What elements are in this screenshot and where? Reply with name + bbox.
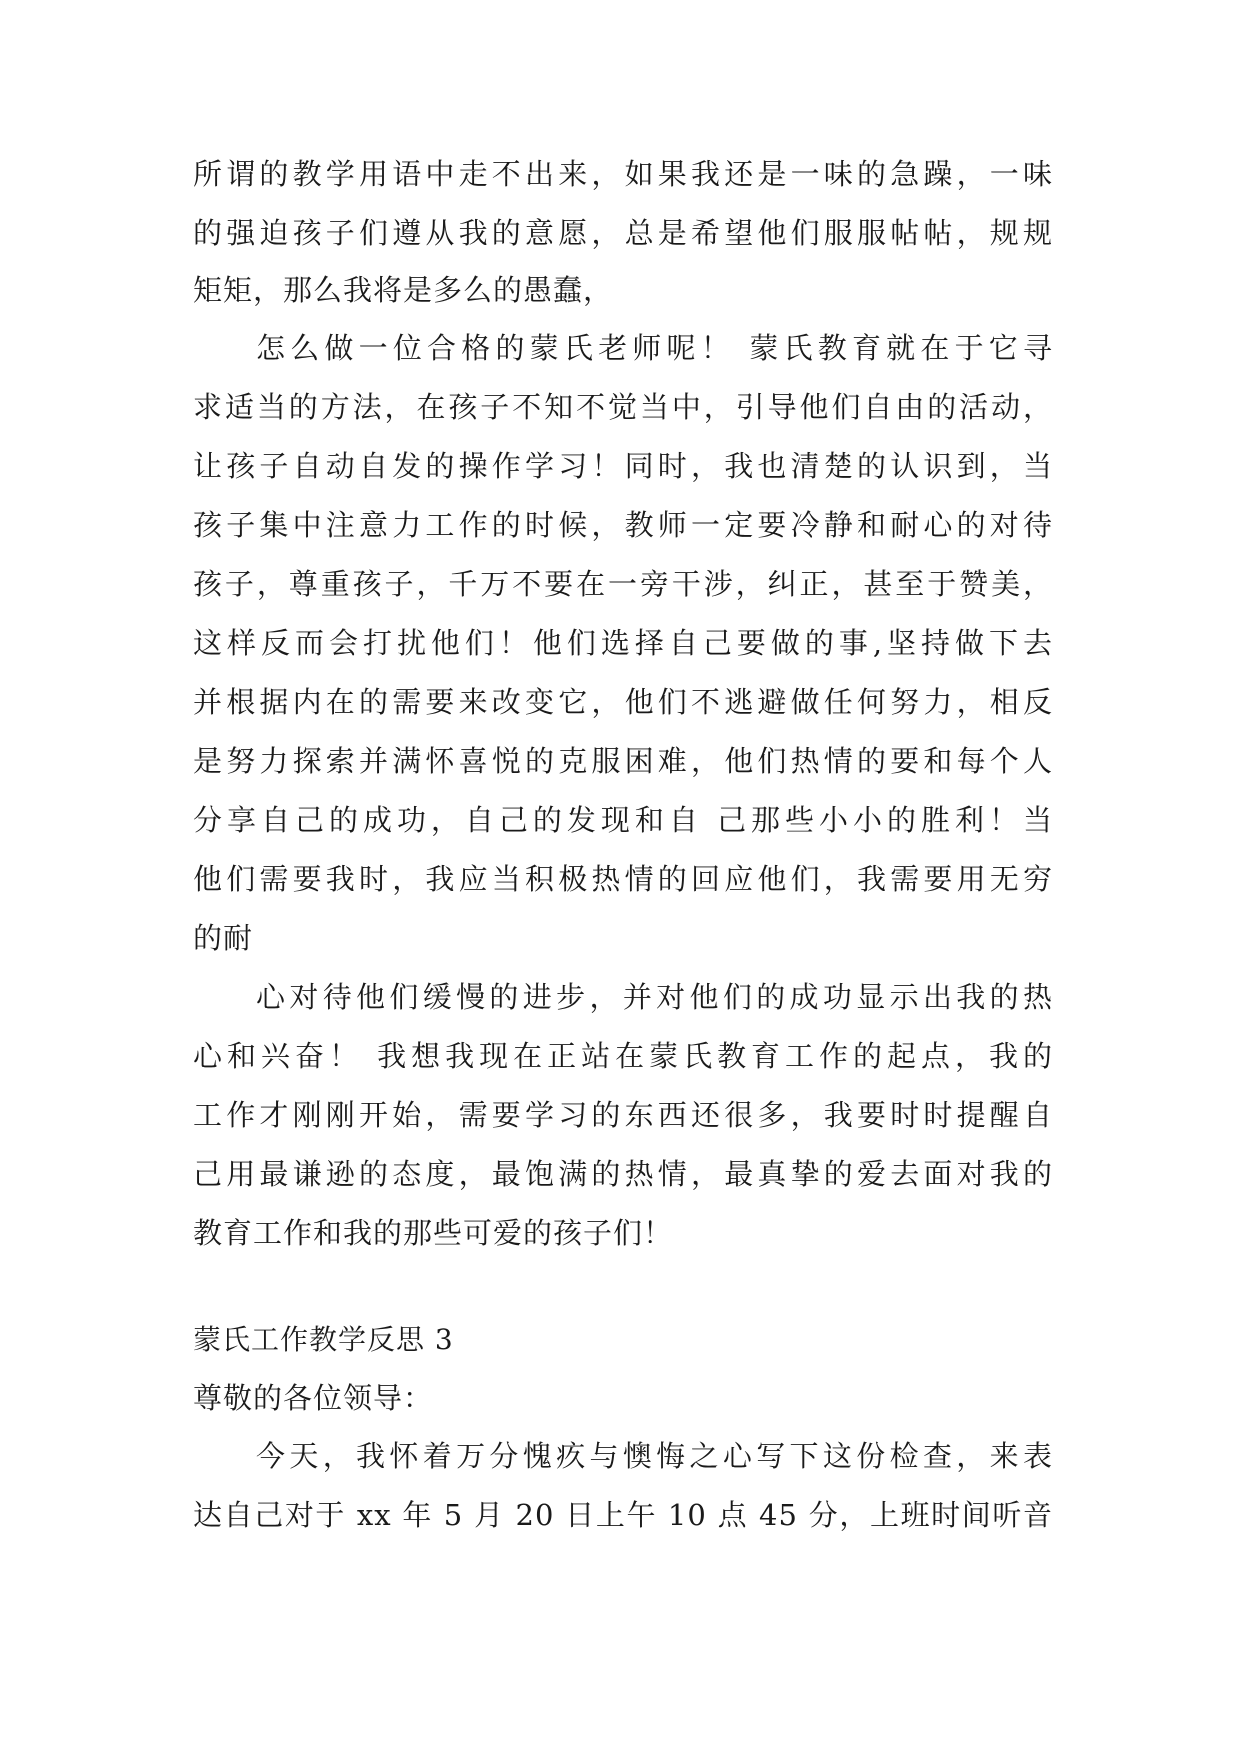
body-text-line: 教育工作和我的那些可爱的孩子们！ bbox=[193, 1216, 674, 1250]
body-text-line: 矩矩，那么我将是多么的愚蠢， bbox=[193, 273, 614, 307]
body-text-line: 分享自己的成功，自己的发现和自 己那些小小的胜利！当 bbox=[193, 803, 1053, 837]
body-text-line: 心和兴奋！ 我想我现在正站在蒙氏教育工作的起点，我的 bbox=[193, 1039, 1053, 1073]
body-text-line: 孩子集中注意力工作的时候，教师一定要冷静和耐心的对待 bbox=[193, 508, 1053, 542]
body-text-line: 并根据内在的需要来改变它，他们不逃避做任何努力，相反 bbox=[193, 685, 1053, 719]
body-text-line: 是努力探索并满怀喜悦的克服困难，他们热情的要和每个人 bbox=[193, 744, 1053, 778]
body-text-line: 的耐 bbox=[193, 921, 254, 955]
body-text-line: 他们需要我时，我应当积极热情的回应他们，我需要用无穷 bbox=[193, 862, 1053, 896]
body-text-line: 求适当的方法，在孩子不知不觉当中，引导他们自由的活动， bbox=[193, 390, 1053, 424]
body-text-line: 工作才刚刚开始，需要学习的东西还很多，我要时时提醒自 bbox=[193, 1098, 1053, 1132]
body-text-line: 怎么做一位合格的蒙氏老师呢！ 蒙氏教育就在于它寻 bbox=[256, 331, 1053, 365]
body-text-line: 达自己对于 xx 年 5 月 20 日上午 10 点 45 分，上班时间听音 bbox=[193, 1498, 1053, 1532]
salutation: 尊敬的各位领导： bbox=[193, 1381, 434, 1415]
body-text-line: 孩子，尊重孩子，千万不要在一旁干涉，纠正，甚至于赞美， bbox=[193, 567, 1053, 601]
body-text-line: 己用最谦逊的态度，最饱满的热情，最真挚的爱去面对我的 bbox=[193, 1157, 1053, 1191]
body-text-line: 的强迫孩子们遵从我的意愿，总是希望他们服服帖帖，规规 bbox=[193, 216, 1053, 250]
section-heading: 蒙氏工作教学反思 3 bbox=[193, 1323, 454, 1356]
body-text-line: 这样反而会打扰他们！他们选择自己要做的事,坚持做下去 bbox=[193, 626, 1053, 660]
body-text-line: 让孩子自动自发的操作学习！同时，我也清楚的认识到，当 bbox=[193, 449, 1053, 483]
body-text-line: 所谓的教学用语中走不出来，如果我还是一味的急躁，一味 bbox=[193, 157, 1053, 191]
body-text-line: 心对待他们缓慢的进步，并对他们的成功显示出我的热 bbox=[256, 980, 1053, 1014]
body-text-line: 今天，我怀着万分愧疚与懊悔之心写下这份检查，来表 bbox=[256, 1439, 1053, 1473]
